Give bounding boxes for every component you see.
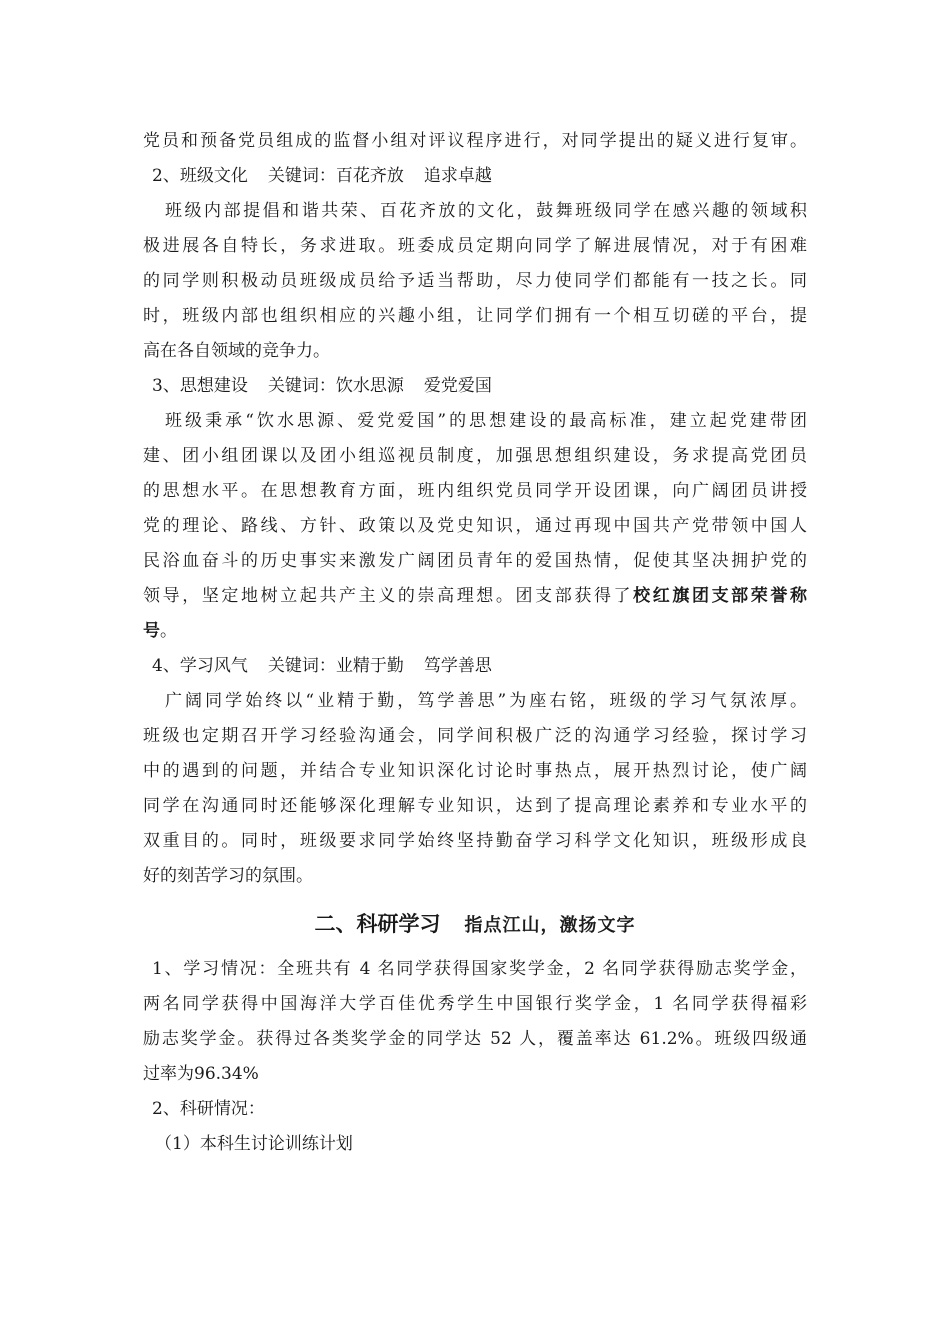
keyword: 笃学善思 xyxy=(423,656,492,676)
section-title: 3、思想建设 xyxy=(152,376,248,396)
paragraph-line: 两名同学获得中国海洋大学百佳优秀学生中国银行奖学金，1 名同学获得福彩 xyxy=(143,994,807,1014)
section-title-class-culture xyxy=(143,159,807,194)
paragraph-line: 民浴血奋斗的历史事实来激发广阔团员青年的爱国热情，促使其坚决拥护党的 xyxy=(143,551,807,571)
paragraph-line: 党员和预备党员组成的监督小组对评议程序进行，对同学提出的疑义进行复审。 xyxy=(143,131,807,151)
paragraph-line xyxy=(143,579,807,614)
heading-main: 二、科研学习 xyxy=(314,911,441,936)
plain-text: 领导，坚定地树立起共产主义的崇高理想。团支部获得了 xyxy=(143,586,634,606)
paragraph-line: 过率为96.34% xyxy=(143,1064,259,1084)
keyword: 追求卓越 xyxy=(423,166,492,186)
section-title-study-style xyxy=(143,649,807,684)
paragraph-line: 的同学则积极动员班级成员给予适当帮助，尽力使同学们都能有一技之长。同 xyxy=(143,271,807,291)
paragraph-line: 班级也定期召开学习经验沟通会，同学间积极广泛的沟通学习经验，探讨学习 xyxy=(143,726,807,746)
paragraph-line: 极进展各自特长，务求进取。班委成员定期向同学了解进展情况，对于有困难 xyxy=(143,236,807,256)
keyword-label: 关键词：饮水思源 xyxy=(267,376,404,396)
paragraph-line: 广阔同学始终以“业精于勤，笃学善思”为座右铭，班级的学习气氛浓厚。 xyxy=(165,691,807,711)
section-heading xyxy=(143,904,807,944)
paragraph-line: 建、团小组团课以及团小组巡视员制度，加强思想组织建设，务求提高党团员 xyxy=(143,446,807,466)
keyword: 爱党爱国 xyxy=(423,376,492,396)
paragraph-line: 班级秉承“饮水思源、爱党爱国”的思想建设的最高标准，建立起党建带团 xyxy=(165,411,807,431)
paragraph-line: 的思想水平。在思想教育方面，班内组织党员同学开设团课，向广阔团员讲授 xyxy=(143,481,807,501)
section-title-ideology xyxy=(143,369,807,404)
keyword-label: 关键词：百花齐放 xyxy=(267,166,404,186)
paragraph-line: 1、学习情况：全班共有 4 名同学获得国家奖学金，2 名同学获得励志奖学金， xyxy=(152,959,807,979)
paragraph-line: 党的理论、路线、方针、政策以及党史知识，通过再现中国共产党带领中国人 xyxy=(143,516,807,536)
plain-text: 。 xyxy=(160,621,177,641)
section-title: 4、学习风气 xyxy=(152,656,248,676)
heading-sub: 指点江山，激扬文字 xyxy=(464,915,636,936)
paragraph-line xyxy=(143,614,807,649)
paragraph-line: 中的遇到的问题，并结合专业知识深化讨论时事热点，展开热烈讨论，使广阔 xyxy=(143,761,807,781)
list-item: （1）本科生讨论训练计划 xyxy=(155,1134,353,1154)
paragraph-line: 同学在沟通同时还能够深化理解专业知识，达到了提高理论素养和专业水平的 xyxy=(143,796,807,816)
section-title: 2、班级文化 xyxy=(152,166,248,186)
honor-title: 校红旗团支部荣誉称 xyxy=(633,586,807,606)
document-page xyxy=(143,124,807,1162)
paragraph-line: 双重目的。同时，班级要求同学始终坚持勤奋学习科学文化知识，班级形成良 xyxy=(143,831,807,851)
paragraph-line: 励志奖学金。获得过各类奖学金的同学达 52 人，覆盖率达 61.2%。班级四级通 xyxy=(143,1029,807,1049)
paragraph-line: 班级内部提倡和谐共荣、百花齐放的文化，鼓舞班级同学在感兴趣的领域积 xyxy=(165,201,807,221)
paragraph-line: 时，班级内部也组织相应的兴趣小组，让同学们拥有一个相互切磋的平台，提 xyxy=(143,306,807,326)
honor-title-tail: 号 xyxy=(143,621,160,641)
paragraph-line: 好的刻苦学习的氛围。 xyxy=(143,866,313,886)
subsection-title: 2、科研情况： xyxy=(152,1099,265,1119)
paragraph-line: 高在各自领域的竞争力。 xyxy=(143,341,330,361)
keyword-label: 关键词：业精于勤 xyxy=(267,656,404,676)
